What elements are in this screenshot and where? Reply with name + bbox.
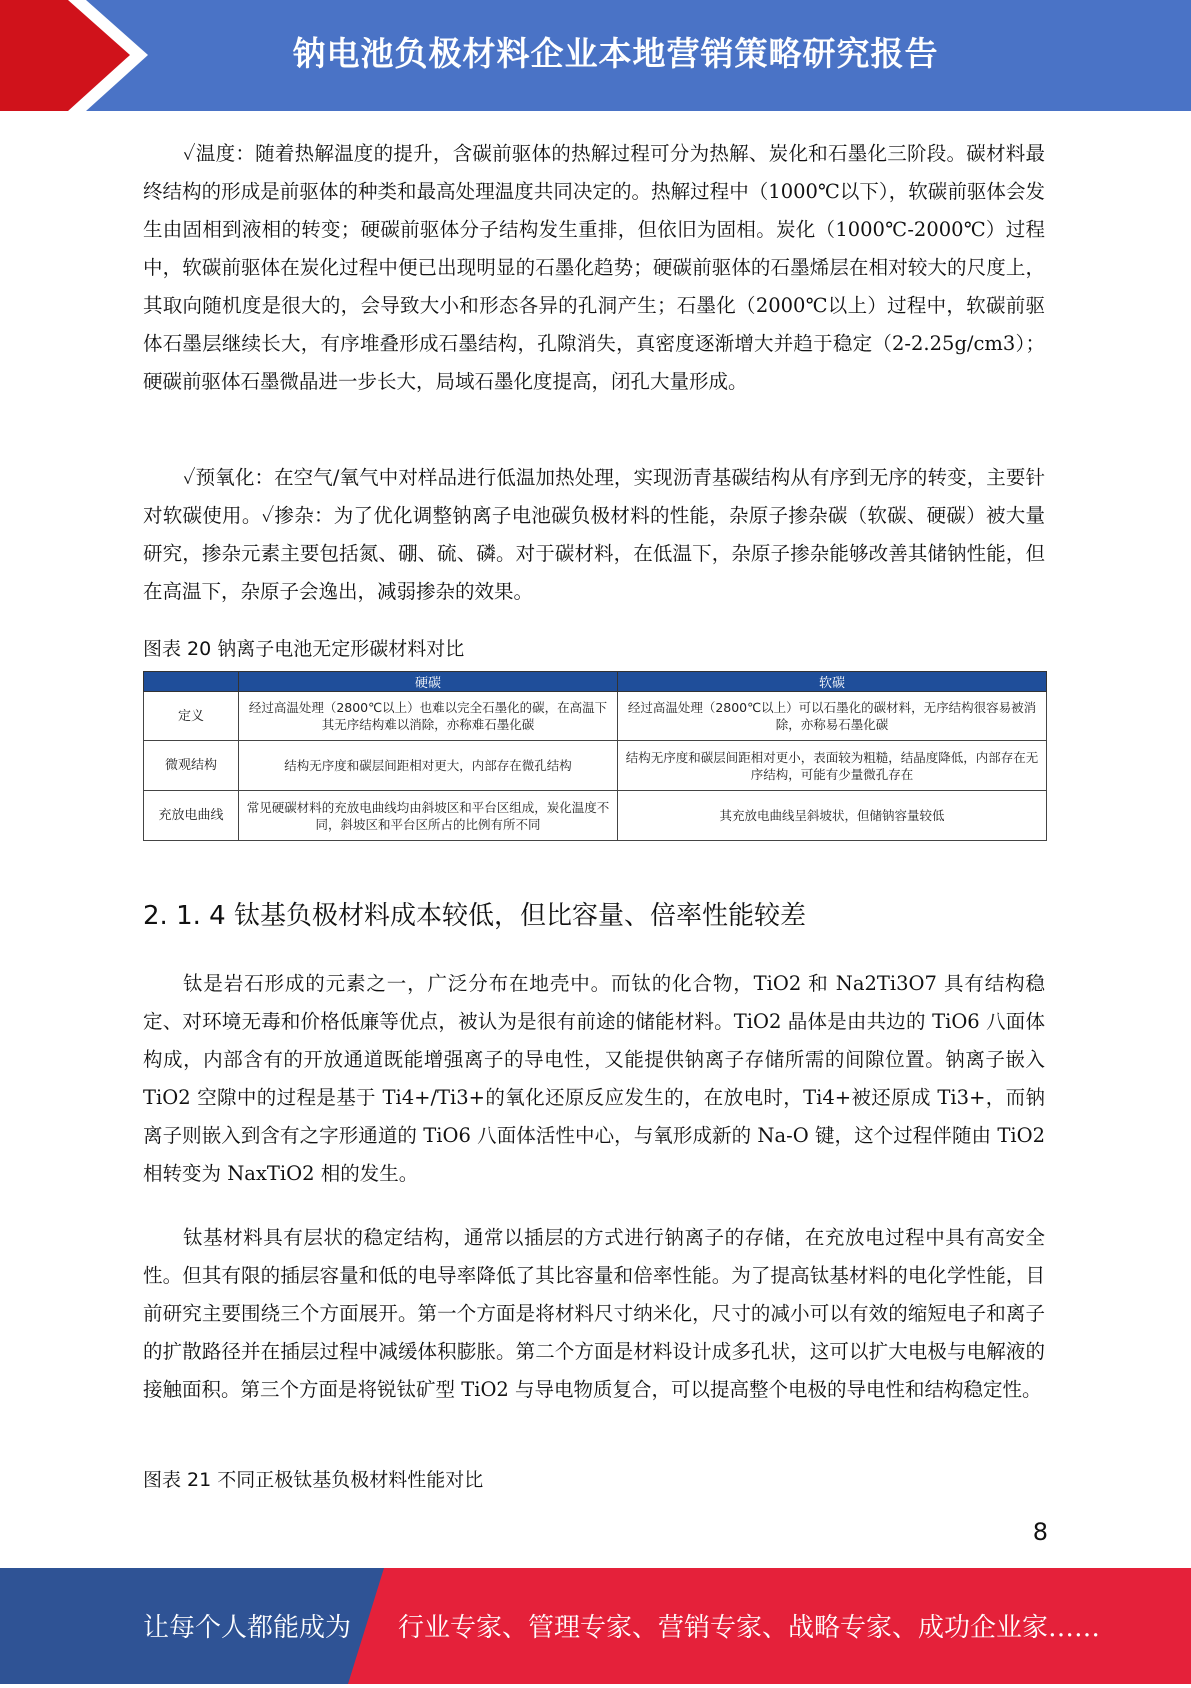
paragraph-titanium-intro: 钛是岩石形成的元素之一，广泛分布在地壳中。而钛的化合物，TiO2 和 Na2Ti3O7 具有结构稳定、对环境无毒和价格低廉等优点，被认为是很有前途的储能材料。TiO2 晶体是由共边的 TiO6 八面体构成，内部含有的开放通道既能增强离子的导电性，又能提供钠离子存储所需的间隙位置。钠离子嵌入 TiO2 空隙中的过程是基于 Ti4+/Ti3+的氧化还原反应发生的，在放电时，Ti4+被还原成 Ti3+，而钠离子则嵌入到含有之字形通道的 TiO6 八面体活性中心，与氧形成新的 Na-O 键，这个过程伴随由 TiO2 相转变为 NaxTiO2 相的发生。 bbox=[143, 972, 1045, 1185]
figure-20-caption: 图表 20 钠离子电池无定形碳材料对比 bbox=[143, 638, 465, 660]
paragraph-preoxidation-doping: ✓预氧化：在空气/氧气中对样品进行低温加热处理，实现沥青基碳结构从有序到无序的转变，主要针对软碳使用。✓掺杂：为了优化调整钠离子电池碳负极材料的性能，杂原子掺杂碳（软碳、硬碳）被大量研究，掺杂元素主要包括氮、硼、硫、磷。对于碳材料，在低温下，杂原子掺杂能够改善其储钠性能，但在高温下，杂原子会逸出，减弱掺杂的效果。 bbox=[143, 466, 1045, 603]
table-header-row bbox=[144, 672, 1047, 692]
paragraph-temperature: ✓温度：随着热解温度的提升，含碳前驱体的热解过程可分为热解、炭化和石墨化三阶段。碳材料最终结构的形成是前驱体的种类和最高处理温度共同决定的。热解过程中（1000℃以下），软碳前驱体会发生由固相到液相的转变；硬碳前驱体分子结构发生重排，但依旧为固相。炭化（1000℃-2000℃）过程中，软碳前驱体在炭化过程中便已出现明显的石墨化趋势；硬碳前驱体的石墨烯层在相对较大的尺度上，其取向随机度是很大的，会导致大小和形态各异的孔洞产生；石墨化（2000℃以上）过程中，软碳前驱体石墨层继续长大，有序堆叠形成石墨结构，孔隙消失，真密度逐渐增大并趋于稳定（2-2.25g/cm3）；硬碳前驱体石墨微晶进一步长大，局域石墨化度提高，闭孔大量形成。 bbox=[143, 142, 1045, 393]
header-chevron-decoration bbox=[0, 0, 160, 111]
table-row-label: 定义 bbox=[144, 692, 239, 741]
table-cell: 经过高温处理（2800℃以上）可以石墨化的碳材料，无序结构很容易被消除，亦称易石墨化碳 bbox=[618, 692, 1047, 741]
table-row bbox=[144, 692, 1047, 741]
table-cell: 结构无序度和碳层间距相对更小，表面较为粗糙，结晶度降低，内部存在无序结构，可能有少量微孔存在 bbox=[618, 741, 1047, 791]
table-row-label: 充放电曲线 bbox=[144, 791, 239, 841]
table-cell: 经过高温处理（2800℃以上）也难以完全石墨化的碳，在高温下其无序结构难以消除，亦称难石墨化碳 bbox=[239, 692, 618, 741]
figure-21-caption: 图表 21 不同正极钛基负极材料性能对比 bbox=[143, 1469, 484, 1491]
page-number: 8 bbox=[1032, 1518, 1048, 1546]
page-footer bbox=[0, 1568, 1191, 1684]
table-row bbox=[144, 741, 1047, 791]
paragraph-titanium-improvement: 钛基材料具有层状的稳定结构，通常以插层的方式进行钠离子的存储，在充放电过程中具有高安全性。但其有限的插层容量和低的电导率降低了其比容量和倍率性能。为了提高钛基材料的电化学性能，目前研究主要围绕三个方面展开。第一个方面是将材料尺寸纳米化，尺寸的减小可以有效的缩短电子和离子的扩散路径并在插层过程中减缓体积膨胀。第二个方面是材料设计成多孔状，这可以扩大电极与电解液的接触面积。第三个方面是将锐钛矿型 TiO2 与导电物质复合，可以提高整个电极的导电性和结构稳定性。 bbox=[143, 1226, 1045, 1401]
carbon-comparison-table bbox=[143, 671, 1047, 841]
table-header-cell: 软碳 bbox=[618, 672, 1047, 692]
section-heading: 2. 1. 4 钛基负极材料成本较低，但比容量、倍率性能较差 bbox=[143, 901, 806, 931]
table-cell: 常见硬碳材料的充放电曲线均由斜坡区和平台区组成，炭化温度不同，斜坡区和平台区所占的比例有所不同 bbox=[239, 791, 618, 841]
table-row bbox=[144, 791, 1047, 841]
table-cell: 结构无序度和碳层间距相对更大，内部存在微孔结构 bbox=[239, 741, 618, 791]
report-title: 钠电池负极材料企业本地营销策略研究报告 bbox=[292, 34, 939, 73]
table-header-cell bbox=[144, 672, 239, 692]
table-cell: 其充放电曲线呈斜坡状，但储钠容量较低 bbox=[618, 791, 1047, 841]
table-header-cell: 硬碳 bbox=[239, 672, 618, 692]
table-row-label: 微观结构 bbox=[144, 741, 239, 791]
footer-slogan-right: 行业专家、管理专家、营销专家、战略专家、成功企业家…… bbox=[398, 1613, 1101, 1643]
page-header bbox=[0, 0, 1191, 111]
footer-slogan-left: 让每个人都能成为 bbox=[143, 1613, 352, 1643]
